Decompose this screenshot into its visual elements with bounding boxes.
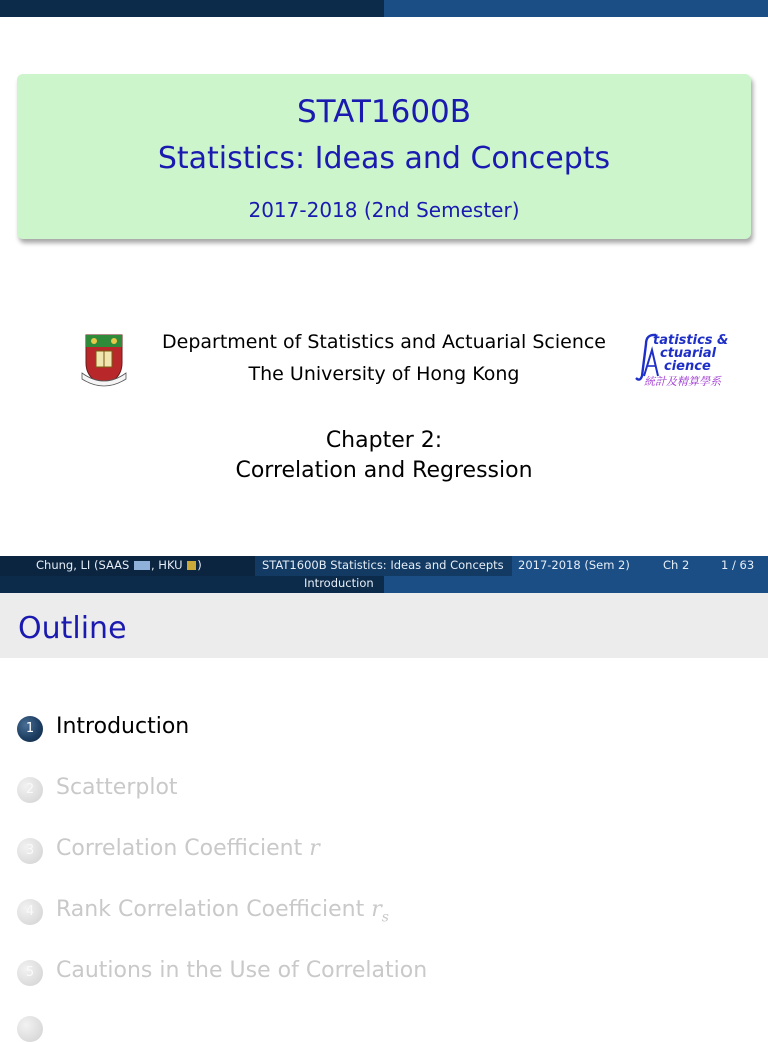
outline-item-label xyxy=(56,897,389,925)
math-r: r xyxy=(309,836,320,861)
saas-logo-line2: ctuarial xyxy=(660,346,717,361)
outline-item-text: Correlation Coefficient xyxy=(56,836,310,861)
outline-item-text: Rank Correlation Coefficient xyxy=(56,897,372,922)
footer-author-text: Chung, LI (SAAS xyxy=(36,558,130,572)
math-rs: $r_s$ xyxy=(371,897,389,926)
headline-bar-right xyxy=(384,0,768,17)
saas-logo-line3: cience xyxy=(664,359,711,374)
section-number-ball: 2 xyxy=(17,777,43,803)
saas-logo-line4: 統計及精算學系 xyxy=(644,375,721,388)
frame-title: Outline xyxy=(18,611,127,646)
outline-item-label xyxy=(56,836,320,861)
university-name: The University of Hong Kong xyxy=(248,363,520,385)
section-number-ball xyxy=(17,1016,43,1042)
saas-logo-line1: tatistics & xyxy=(653,333,729,348)
department-name: Department of Statistics and Actuarial Science xyxy=(162,331,606,353)
saas-mini-icon xyxy=(134,561,150,570)
course-code: STAT1600B xyxy=(296,94,472,130)
hku-mini-icon xyxy=(187,561,196,570)
footer-date: 2017-2018 (Sem 2) xyxy=(518,558,630,572)
footer-page-number: 1 / 63 xyxy=(721,558,755,572)
section-number-ball: 5 xyxy=(17,960,43,986)
footer-author-mid: , HKU xyxy=(150,558,183,572)
section-bar-right xyxy=(384,576,768,593)
footline xyxy=(0,556,768,593)
title-block xyxy=(17,74,751,239)
footer-section[interactable]: Introduction xyxy=(304,576,374,590)
headline-bar xyxy=(0,0,768,17)
section-number-ball: 4 xyxy=(17,899,43,925)
outline-item-label: Scatterplot xyxy=(56,775,178,800)
footer-course-title: STAT1600B Statistics: Ideas and Concepts xyxy=(262,558,504,572)
hku-crest-icon xyxy=(80,333,128,387)
footer-chapter: Ch 2 xyxy=(663,558,690,572)
semester: 2017-2018 (2nd Semester) xyxy=(248,198,520,222)
saas-logo xyxy=(634,332,754,388)
footer-author xyxy=(36,558,202,572)
outline-item-label: Introduction xyxy=(56,714,190,739)
headline-bar-left xyxy=(0,0,384,17)
outline-item-label: Cautions in the Use of Correlation xyxy=(56,958,428,983)
chapter-number: Chapter 2: xyxy=(325,428,443,453)
section-number-ball: 3 xyxy=(17,838,43,864)
course-name: Statistics: Ideas and Concepts xyxy=(157,141,611,176)
chapter-title: Correlation and Regression xyxy=(235,458,533,483)
section-number-ball: 1 xyxy=(17,716,43,742)
footer-author-end: ) xyxy=(197,558,202,572)
